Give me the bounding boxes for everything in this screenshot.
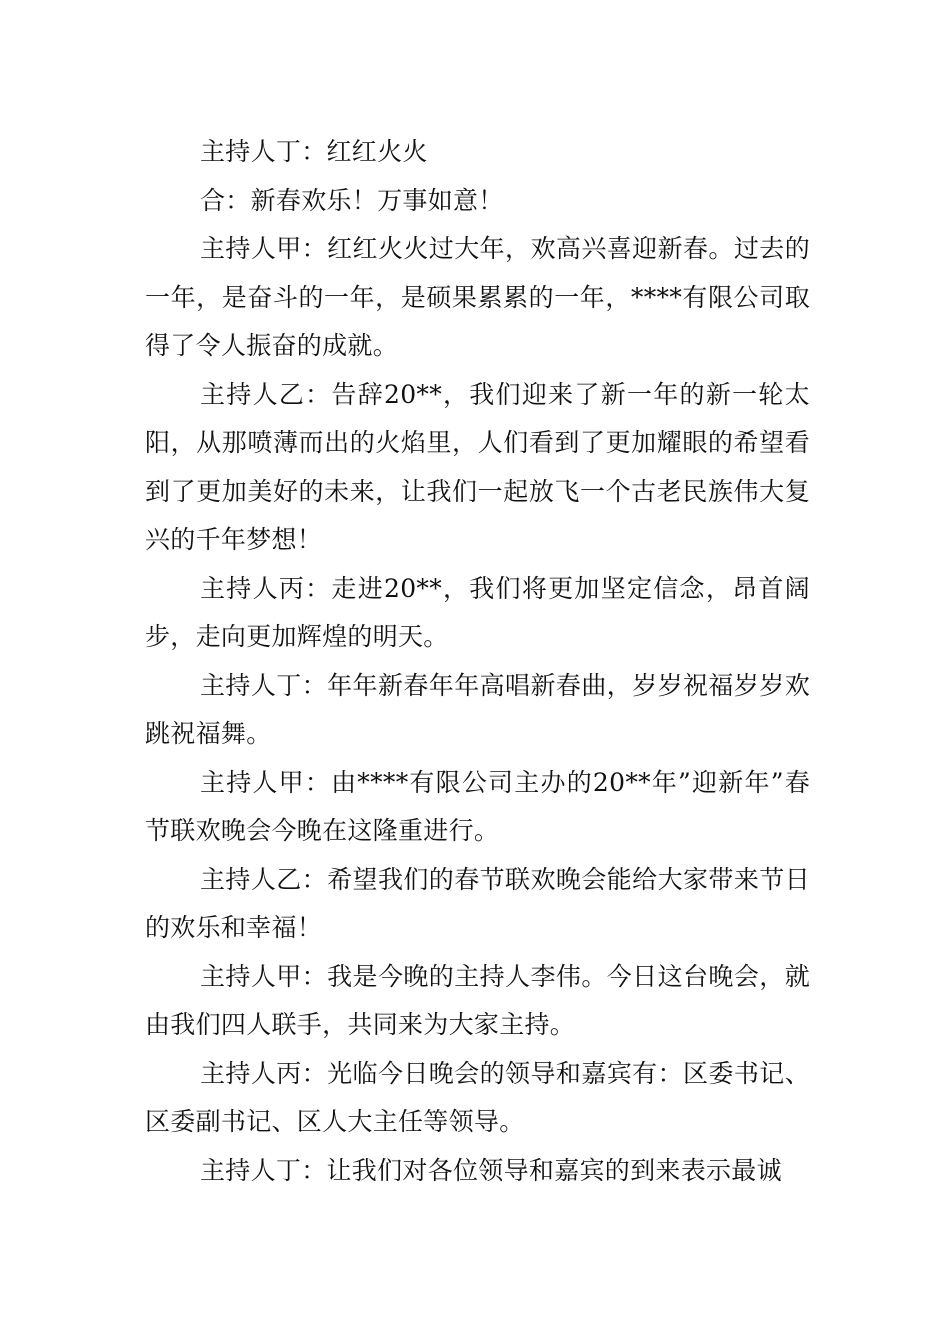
paragraph: 主持人丁：红红火火 <box>200 137 428 166</box>
paragraph: 主持人丙：走进20**，我们将更加坚定信念，昂首阔步，走向更加辉煌的明天。 <box>145 573 810 651</box>
paragraph: 主持人乙：希望我们的春节联欢晚会能给大家带来节日的欢乐和幸福！ <box>145 864 810 942</box>
document-body <box>145 128 810 1195</box>
paragraph: 主持人丁：年年新春年年高唱新春曲，岁岁祝福岁岁欢跳祝福舞。 <box>145 670 810 748</box>
paragraph: 主持人丙：光临今日晚会的领导和嘉宾有：区委书记、区委副书记、区人大主任等领导。 <box>145 1058 810 1136</box>
paragraph: 主持人丁：让我们对各位领导和嘉宾的到来表示最诚 <box>200 1155 782 1185</box>
paragraph: 主持人乙：告辞20**，我们迎来了新一年的新一轮太阳，从那喷薄而出的火焰里，人们看到了更加耀眼的希望看到了更加美好的未来，让我们一起放飞一个古老民族伟大复兴的千年梦想！ <box>145 379 810 554</box>
paragraph: 主持人甲：由****有限公司主办的20**年”迎新年”春节联欢晚会今晚在这隆重进行。 <box>145 767 810 845</box>
paragraph: 合：新春欢乐！万事如意！ <box>200 185 504 215</box>
paragraph: 主持人甲：红红火火过大年，欢高兴喜迎新春。过去的一年，是奋斗的一年，是硕果累累的一年，****有限公司取得了令人振奋的成就。 <box>145 234 810 360</box>
paragraph: 主持人甲：我是今晚的主持人李伟。今日这台晚会，就由我们四人联手，共同来为大家主持。 <box>145 961 810 1039</box>
